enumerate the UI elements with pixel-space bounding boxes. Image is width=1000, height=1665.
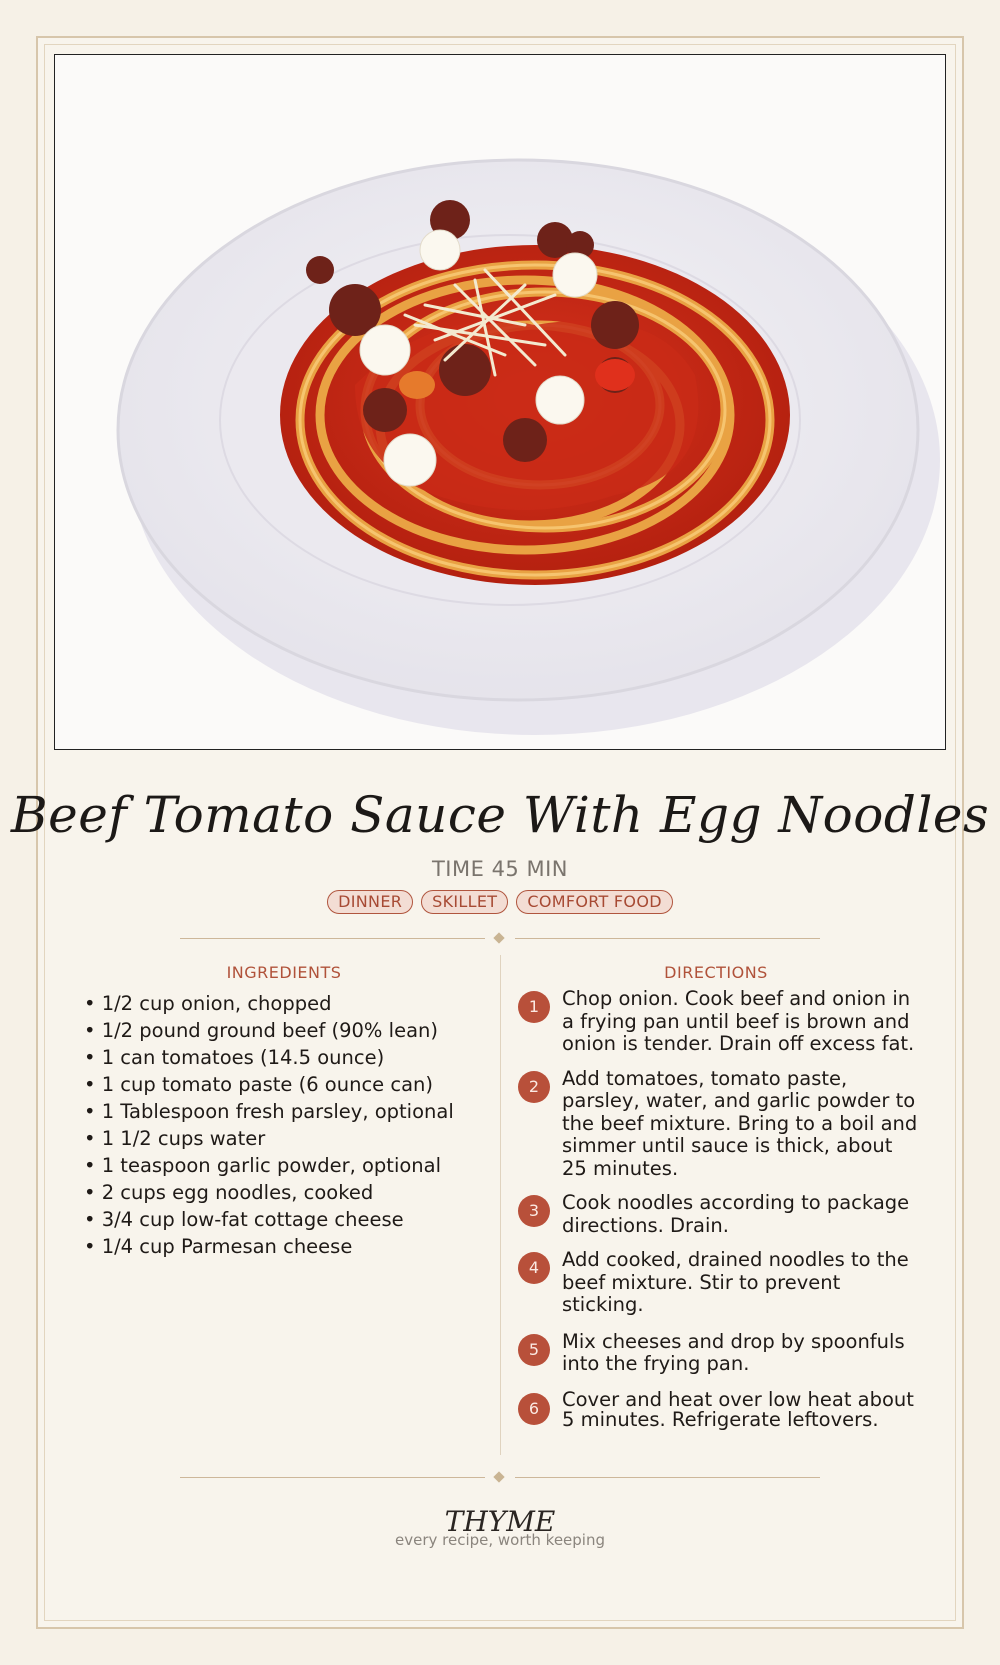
step-text: Chop onion. Cook beef and onion in a frying pan until beef is brown and onion is tender. Drain off excess fat. [562,987,915,1055]
step-text: Add tomatoes, tomato paste, parsley, water, and garlic powder to the beef mixture. Bring to a boil and simmer until sauce is thick, about 25 minutes. [562,1066,918,1180]
direction-step [518,1249,918,1317]
direction-step [518,1387,918,1431]
direction-step [518,1192,918,1237]
step-number-badge: 1 [518,991,550,1023]
step-number-badge: 6 [518,1393,550,1425]
diamond-ornament-icon [493,1471,504,1482]
ingredients-heading: INGREDIENTS [226,963,342,982]
divider-line-right [515,938,820,939]
ingredient-list [84,990,484,1260]
step-number-badge: 3 [518,1195,550,1227]
step-number-badge: 2 [518,1071,550,1103]
step-text: Add cooked, drained noodles to the beef mixture. Stir to prevent sticking. [562,1248,909,1316]
tag-list [0,890,1000,914]
ingredient-item: • 1 cup tomato paste (6 ounce can) [84,1071,484,1098]
dish-photo [54,54,946,750]
brand-tagline: every recipe, worth keeping [394,1531,605,1549]
ingredient-item: • 1 can tomatoes (14.5 ounce) [84,1044,484,1071]
ingredient-item: • 1/4 cup Parmesan cheese [84,1233,484,1260]
divider-bottom [180,1472,820,1484]
cook-time: TIME 45 MIN [431,857,568,881]
direction-list [518,988,918,1430]
ingredient-item: • 1 Tablespoon fresh parsley, optional [84,1098,484,1125]
diamond-ornament-icon [493,932,504,943]
step-text: Cook noodles according to package directions. Drain. [562,1191,910,1237]
ingredient-item: • 1 teaspoon garlic powder, optional [84,1152,484,1179]
direction-step [518,1068,918,1181]
divider-top [180,933,820,945]
ingredient-item: • 3/4 cup low-fat cottage cheese [84,1206,484,1233]
tag-skillet[interactable]: SKILLET [421,890,508,914]
divider-line-left [180,1477,485,1478]
divider-line-left [180,938,485,939]
tag-comfort-food[interactable]: COMFORT FOOD [516,890,673,914]
column-divider [500,955,501,1455]
step-text: Mix cheeses and drop by spoonfuls into the frying pan. [562,1329,905,1375]
recipe-title: Beef Tomato Sauce With Egg Noodles [10,786,990,844]
step-text: Cover and heat over low heat about 5 minutes. Refrigerate leftovers. [562,1387,914,1431]
ingredient-item: • 1/2 pound ground beef (90% lean) [84,1017,484,1044]
ingredient-item: • 1 1/2 cups water [84,1125,484,1152]
direction-step [518,1331,918,1376]
brand-logo: THYME [444,1505,556,1538]
direction-step [518,988,918,1056]
tag-dinner[interactable]: DINNER [327,890,413,914]
ingredient-item: • 2 cups egg noodles, cooked [84,1179,484,1206]
directions-heading: DIRECTIONS [664,963,768,982]
step-number-badge: 5 [518,1334,550,1366]
ingredient-item: • 1/2 cup onion, chopped [84,990,484,1017]
divider-line-right [515,1477,820,1478]
step-number-badge: 4 [518,1252,550,1284]
